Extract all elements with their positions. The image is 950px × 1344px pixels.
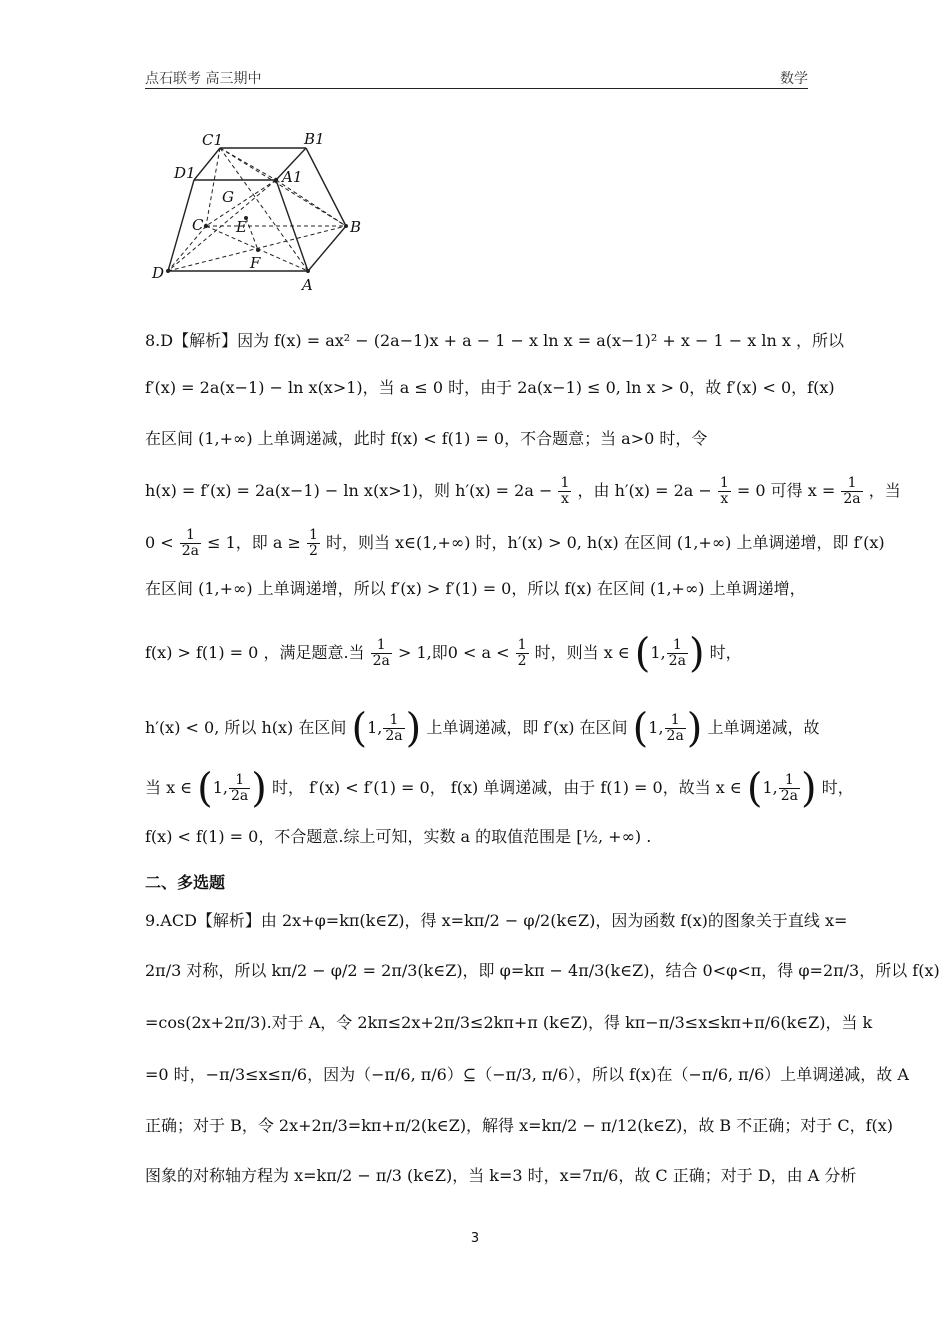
q9-line-3: =cos(2x+2π/3).对于 A，令 2kπ≤2x+2π/3≤2kπ+π (k∈Z)，得 kπ−π/3≤x≤kπ+π/6(k∈Z)，当 k [145,1013,873,1032]
q8-line-6: 在区间 (1,+∞) 上单调递增，所以 f′(x) > f′(1) = 0，所以 f(x) 在区间 (1,+∞) 上单调递增， [145,579,806,598]
label-a: A [302,276,313,294]
label-g: G [222,188,234,206]
label-c1: C1 [202,131,224,149]
q8-line-10: f(x) < f(1) = 0，不合题意.综上可知，实数 a 的取值范围是 [½, +∞) . [145,827,652,846]
fraction: $\frac{1}{2a}$ [385,712,403,744]
page-number: 3 [470,1231,480,1246]
q8-line-8: h′(x) < 0, 所以 h(x) 在区间 (1, $\frac{1}{2a}$ ) 上单调递减，即 f′(x) 在区间 (1, $\frac{1}{2a}$ ) 上单调递减，故 [145,705,820,752]
fraction: $\frac{1}{2}$ [517,637,527,669]
q8-line-1: 8.D【解析】因为 f(x) = ax² − (2a−1)x + a − 1 − x ln x = a(x−1)² + x − 1 − x ln x ，所以 [145,331,844,350]
fraction: $\frac{1}{2}$ [309,527,318,559]
page-header [145,64,808,89]
label-b: B [350,218,362,236]
q8-line-9: 当 x ∈ (1, $\frac{1}{2a}$ ) 时， f′(x) < f′(1) = 0， f(x) 单调递减，由于 f(1) = 0，故当 x ∈ (1, $\frac{1}{2a}$ ) 时， [145,765,854,812]
fraction: $\frac{1}{2a}$ [231,772,249,804]
q8-line-5: 0 < $\frac{1}{2a}$ ≤ 1，即 a ≥ $\frac{1}{2}$ 时，则当 x∈(1,+∞) 时，h′(x) > 0, h(x) 在区间 (1,+∞) 上单调递增，即 f′(x) [145,527,885,559]
section-title: 二、多选题 [145,873,226,892]
label-c: C [192,216,204,234]
header-left: 点石联考 高三期中 [145,71,262,87]
fraction: $\frac{1}{2a}$ [843,475,861,507]
q8-line-4: h(x) = f′(x) = 2a(x−1) − ln x(x>1)，则 h′(x) = 2a − $\frac{1}{x}$ ，由 h′(x) = 2a − $\frac{1}{x}$ = 0 可得 x = $\frac{1}{2a}$ ，当 [145,475,901,507]
q9-line-2: 2π/3 对称，所以 kπ/2 − φ/2 = 2π/3(k∈Z)，即 φ=kπ − 4π/3(k∈Z)，结合 0<φ<π，得 φ=2π/3，所以 f(x) [145,961,940,980]
fraction: $\frac{1}{2a}$ [181,527,200,559]
q8-line-3: 在区间 (1,+∞) 上单调递减，此时 f(x) < f(1) = 0，不合题意；当 a>0 时，令 [145,429,708,448]
fraction: $\frac{1}{2a}$ [666,712,684,744]
q9-line-5: 正确；对于 B，令 2x+2π/3=kπ+π/2(k∈Z)，解得 x=kπ/2 − π/12(k∈Z)，故 B 不正确；对于 C，f(x) [145,1116,894,1135]
q9-line-4: =0 时，−π/3≤x≤π/6，因为（−π/6, π/6）⊆（−π/3, π/6），所以 f(x)在（−π/6, π/6）上单调递减，故 A [145,1065,909,1084]
q9-line-1: 9.ACD【解析】由 2x+φ=kπ(k∈Z)，得 x=kπ/2 − φ/2(k∈Z)，因为函数 f(x)的图象关于直线 x= [145,911,848,930]
label-e: E [236,218,247,236]
fraction: $\frac{1}{2a}$ [372,637,390,669]
fraction: $\frac{1}{2a}$ [780,772,798,804]
q9-line-6: 图象的对称轴方程为 x=kπ/2 − π/3 (k∈Z)，当 k=3 时，x=7π/6，故 C 正确；对于 D，由 A 分析 [145,1166,857,1185]
label-f: F [250,254,261,272]
fraction: $\frac{1}{x}$ [560,475,570,507]
q8-line-7: f(x) > f(1) = 0 ，满足题意.当 $\frac{1}{2a}$ > 1,即0 < a < $\frac{1}{2}$ 时，则当 x ∈ (1, $\frac{1}{2a}$ ) 时， [145,630,742,677]
geometry-figure [148,128,368,298]
label-d: D [152,264,165,282]
header-right: 数学 [780,71,808,87]
fraction: $\frac{1}{2a}$ [668,637,686,669]
fraction: $\frac{1}{x}$ [719,475,729,507]
q8-line-2: f′(x) = 2a(x−1) − ln x(x>1)，当 a ≤ 0 时，由于 2a(x−1) ≤ 0, ln x > 0，故 f′(x) < 0，f(x) [145,378,835,397]
label-d1: D1 [174,164,196,182]
label-a1: A1 [282,168,303,186]
label-b1: B1 [304,130,325,148]
